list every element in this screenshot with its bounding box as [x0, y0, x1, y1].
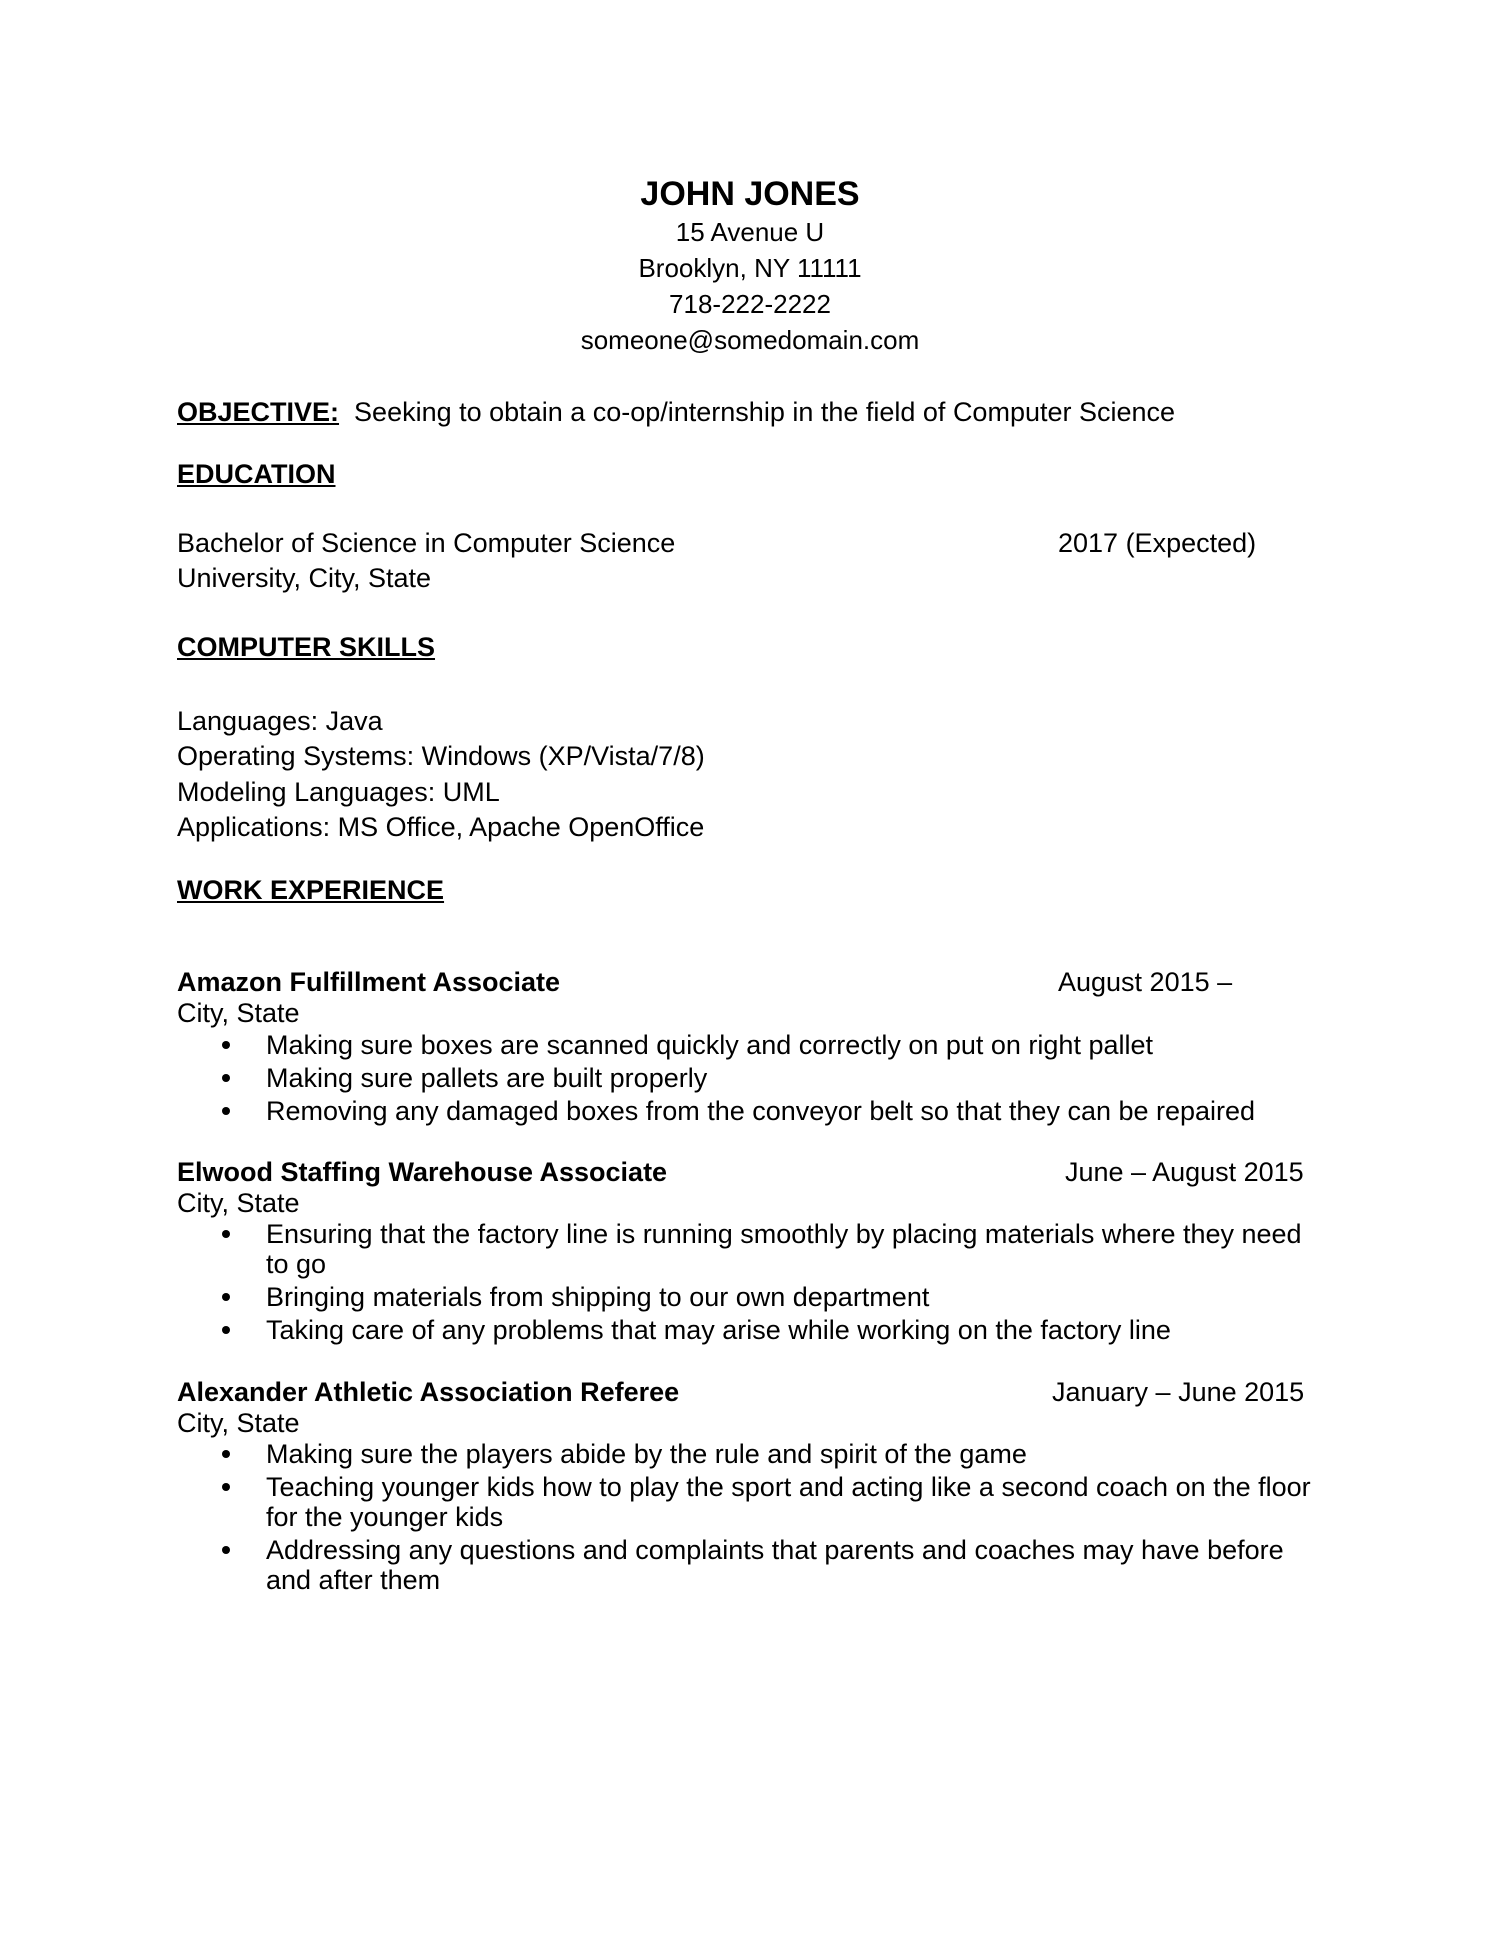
- job-title: Elwood Staffing Warehouse Associate: [177, 1157, 668, 1187]
- work-heading: WORK EXPERIENCE: [177, 875, 445, 905]
- job-bullet: [215, 1282, 1315, 1312]
- education-heading: EDUCATION: [177, 459, 336, 489]
- objective-label: OBJECTIVE:: [177, 397, 340, 427]
- job-date: January – June 2015: [1052, 1377, 1305, 1407]
- bullet-icon: [222, 1546, 230, 1554]
- job-bullet-text: Making sure pallets are built properly: [266, 1063, 708, 1093]
- job-bullet-list: [215, 1439, 1315, 1598]
- skills-heading: COMPUTER SKILLS: [177, 632, 436, 662]
- job-bullet-text: Making sure the players abide by the rule and spirit of the game: [266, 1439, 1027, 1469]
- job-bullet: [215, 1535, 1315, 1595]
- candidate-name: JOHN JONES: [640, 175, 860, 213]
- bullet-icon: [222, 1326, 230, 1334]
- job-bullet: [215, 1472, 1315, 1532]
- job-title: Alexander Athletic Association Referee: [177, 1377, 680, 1407]
- job-date: June – August 2015: [1065, 1157, 1304, 1187]
- job-bullet-text: Bringing materials from shipping to our own department: [266, 1282, 930, 1312]
- job-bullet: [215, 1096, 1315, 1126]
- job-location: City, State: [177, 1188, 300, 1218]
- job-bullet: [215, 1063, 1315, 1093]
- phone-number: 718-222-2222: [669, 289, 831, 319]
- job-location: City, State: [177, 1408, 300, 1438]
- job-bullet-text: Taking care of any problems that may arise while working on the factory line: [266, 1315, 1171, 1345]
- job-bullet-list: [215, 1030, 1315, 1129]
- job-bullet: [215, 1315, 1315, 1345]
- bullet-icon: [222, 1107, 230, 1115]
- skill-item: Operating Systems: Windows (XP/Vista/7/8): [177, 741, 705, 771]
- skill-item: Applications: MS Office, Apache OpenOffice: [177, 812, 705, 842]
- job-date: August 2015 –: [1058, 967, 1233, 997]
- bullet-icon: [222, 1041, 230, 1049]
- job-bullet: [215, 1030, 1315, 1060]
- job-bullet-text: Ensuring that the factory line is running smoothly by placing materials where they need to go: [266, 1219, 1302, 1279]
- job-bullet-list: [215, 1219, 1315, 1348]
- job-bullet-text: Making sure boxes are scanned quickly and correctly on put on right pallet: [266, 1030, 1153, 1060]
- job-bullet-text: Addressing any questions and complaints that parents and coaches may have before and after them: [266, 1535, 1284, 1595]
- skill-item: Modeling Languages: UML: [177, 777, 500, 807]
- bullet-icon: [222, 1230, 230, 1238]
- job-bullet: [215, 1439, 1315, 1469]
- education-school: University, City, State: [177, 563, 432, 593]
- address-line-2: Brooklyn, NY 11111: [638, 253, 862, 283]
- objective-text: Seeking to obtain a co-op/internship in the field of Computer Science: [354, 397, 1176, 427]
- bullet-icon: [222, 1293, 230, 1301]
- education-date: 2017 (Expected): [1058, 528, 1257, 558]
- job-bullet-text: Removing any damaged boxes from the conveyor belt so that they can be repaired: [266, 1096, 1256, 1126]
- resume-header: [0, 174, 1500, 358]
- email-address: someone@somedomain.com: [580, 325, 920, 355]
- skill-item: Languages: Java: [177, 706, 383, 736]
- address-line-1: 15 Avenue U: [675, 217, 825, 247]
- bullet-icon: [222, 1483, 230, 1491]
- bullet-icon: [222, 1074, 230, 1082]
- job-bullet: [215, 1219, 1315, 1279]
- job-title: Amazon Fulfillment Associate: [177, 967, 561, 997]
- education-degree: Bachelor of Science in Computer Science: [177, 528, 676, 558]
- objective-section: [177, 396, 1175, 428]
- job-location: City, State: [177, 998, 300, 1028]
- bullet-icon: [222, 1450, 230, 1458]
- job-bullet-text: Teaching younger kids how to play the sport and acting like a second coach on the floor for the younger kids: [266, 1472, 1311, 1532]
